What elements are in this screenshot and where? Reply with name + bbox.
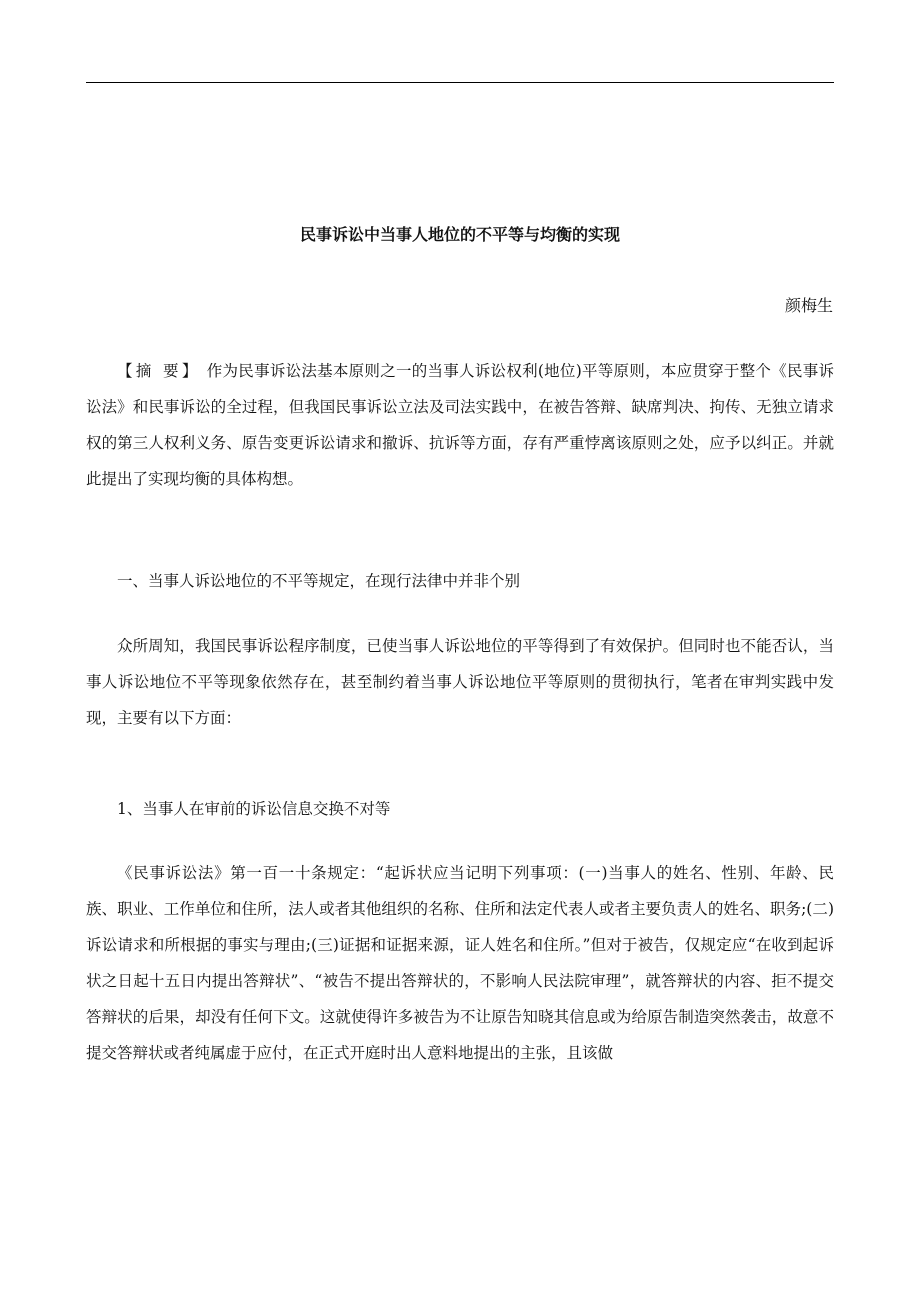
subsection-1-heading: 1、当事人在审前的诉讼信息交换不对等 [117,800,391,818]
abstract-label: 【摘 要】 [117,362,201,380]
section-1-body: 众所周知，我国民事诉讼程序制度，已使当事人诉讼地位的平等得到了有效保护。但同时也不能否认，当事人诉讼地位不平等现象依然存在，甚至制约着当事人诉讼地位平等原则的贯彻执行，笔者在审判实践中发现，主要有以下方面： [86,637,834,727]
document-title: 民事诉讼中当事人地位的不平等与均衡的实现 [299,225,620,244]
abstract-text: 作为民事诉讼法基本原则之一的当事人诉讼权利(地位)平等原则，本应贯穿于整个《民事诉讼法》和民事诉讼的全过程，但我国民事诉讼立法及司法实践中，在被告答辩、缺席判决、拘传、无独立请求权的第三人权利义务、原告变更诉讼请求和撤诉、抗诉等方面，存有严重悖离该原则之处，应予以纠正。并就此提出了实现均衡的具体构想。 [86,362,834,488]
author-name: 颜梅生 [784,296,833,315]
abstract-paragraph [86,353,834,497]
header-rule [86,82,834,83]
subsection-1-body: 《民事诉讼法》第一百一十条规定：“起诉状应当记明下列事项：(一)当事人的姓名、性别、年龄、民族、职业、工作单位和住所，法人或者其他组织的名称、住所和法定代表人或者主要负责人的姓名、职务;(二)诉讼请求和所根据的事实与理由;(三)证据和证据来源，证人姓名和住所。”但对于被告，仅规定应“在收到起诉状之日起十五日内提出答辩状”、“被告不提出答辩状的，不影响人民法院审理”，就答辩状的内容、拒不提交答辩状的后果，却没有任何下文。这就使得许多被告为不让原告知晓其信息或为给原告制造突然袭击，故意不提交答辩状或者纯属虚于应付，在正式开庭时出人意料地提出的主张，且该做 [86,864,834,1062]
section-1-heading: 一、当事人诉讼地位的不平等规定，在现行法律中并非个别 [117,572,521,590]
